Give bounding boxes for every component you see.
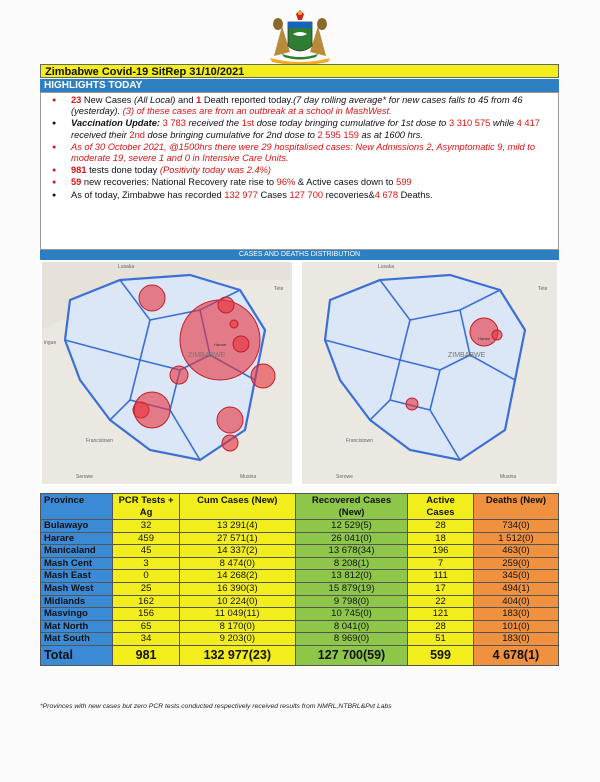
cell-province: Total [41,645,113,665]
cell-pcr: 459 [113,532,179,545]
highlights-heading: HIGHLIGHTS TODAY [40,79,559,92]
text: 2nd [129,129,145,140]
cell-deaths: 404(0) [473,595,558,608]
map-label: ingue [44,340,57,346]
tests-value: 981 [71,165,87,176]
bubble-harare-small [233,336,249,352]
highlight-vaccination [71,118,550,140]
cell-pcr: 162 [113,595,179,608]
cell-cum: 9 203(0) [179,633,295,646]
bubble-midlands [170,366,188,384]
cell-province: Bulawayo [41,520,113,533]
cell-province: Manicaland [41,545,113,558]
table-row [41,557,559,570]
bubble-matsouth [222,435,238,451]
bubble-bulawayo-deaths [406,398,418,410]
cell-cum: 27 571(1) [179,532,295,545]
hospitalised-text: As of 30 October 2021, @1500hrs there were 29 hospitalised cases: New Admissions 2, Asymptomatic 9, mild to moderate 19, severe 1 and 0 in Intensive Care Units. [71,141,535,164]
cell-active: 599 [408,645,474,665]
table-total-row [41,645,559,665]
text: Cases [257,189,290,200]
cell-cum: 13 291(4) [179,520,295,533]
cell-pcr: 981 [113,645,179,665]
cell-pcr: 32 [113,520,179,533]
bubble-mashwest [139,285,165,311]
cell-recovered: 8 041(0) [295,620,407,633]
map-label: ZIMBABWE [448,352,486,359]
highlight-hospitalised [71,142,550,164]
text: (All Local) [134,95,176,105]
cum-cases-value: 132 977 [224,189,258,200]
map-label: Lusaka [118,264,135,270]
cell-deaths: 463(0) [473,545,558,558]
table-row [41,532,559,545]
second-dose-cum: 2 595 159 [317,129,359,140]
map-label: Tete [274,286,284,292]
cell-province: Midlands [41,595,113,608]
map-label: Tete [538,286,548,292]
table-row [41,620,559,633]
header-pcr: PCR Tests + Ag [113,494,179,520]
cell-province: Mash East [41,570,113,583]
cell-deaths: 1 512(0) [473,532,558,545]
bubble-bulawayo [134,392,170,428]
bubble-mashwest-deaths [492,330,502,340]
map-label: Musina [500,474,517,480]
cell-province: Masvingo [41,608,113,621]
highlight-cumulative [71,190,550,201]
text: recoveries& [323,189,375,200]
cell-pcr: 0 [113,570,179,583]
cell-cum: 14 268(2) [179,570,295,583]
map-label: Francistown [346,438,373,444]
cell-deaths: 494(1) [473,582,558,595]
cell-cum: 10 224(0) [179,595,295,608]
cell-recovered: 15 879(19) [295,582,407,595]
cell-cum: 8 170(0) [179,620,295,633]
cell-active: 51 [408,633,474,646]
text: and [175,95,197,105]
text: (3) of these cases are from an outbreak at a school in MashWest. [120,106,392,117]
cell-active: 121 [408,608,474,621]
positivity-text: (Positivity today was 2.4%) [159,165,271,176]
text: Death reported today. [201,95,294,105]
distribution-maps [40,260,559,486]
cell-deaths: 259(0) [473,557,558,570]
map-label: ZIMBABWE [188,352,226,359]
coat-of-arms-emblem [252,8,348,64]
cell-cum: 14 337(2) [179,545,295,558]
text: as at 1600 hrs. [358,129,423,140]
cell-pcr: 45 [113,545,179,558]
highlight-recoveries [71,177,550,188]
cell-active: 111 [408,570,474,583]
deaths-value: 1 [196,95,202,105]
highlights-box [40,92,559,250]
table-row [41,608,559,621]
text: new recoveries: National Recovery rate rise to [81,177,277,188]
cell-recovered: 127 700(59) [295,645,407,665]
cell-active: 7 [408,557,474,570]
table-header-row [41,494,559,520]
cell-pcr: 65 [113,620,179,633]
map-label: Harare [478,336,491,341]
first-dose-cum: 3 310 575 [448,118,491,129]
header-province: Province [41,494,113,520]
cum-recovered-value: 127 700 [289,189,324,200]
table-row [41,595,559,608]
cell-recovered: 8 969(0) [295,633,407,646]
cell-active: 28 [408,520,474,533]
highlights-list [41,93,558,201]
map-heading: CASES AND DEATHS DISTRIBUTION [40,250,559,260]
bubble-small [230,320,238,328]
cell-province: Mat North [41,620,113,633]
bubble-manicaland [251,364,275,388]
cell-cum: 16 390(3) [179,582,295,595]
cell-recovered: 9 798(0) [295,595,407,608]
province-table [40,493,559,666]
highlight-tests [71,165,550,176]
cell-pcr: 34 [113,633,179,646]
footnote: *Provinces with new cases but zero PCR tests conducted respectively received results from NMRL,NTBRL&Pvt Labs [40,703,392,710]
cell-recovered: 10 745(0) [295,608,407,621]
cum-deaths-value: 4 678 [374,189,398,200]
cell-deaths: 734(0) [473,520,558,533]
cell-deaths: 4 678(1) [473,645,558,665]
cell-province: Harare [41,532,113,545]
map-label: Francistown [86,438,113,444]
table-row [41,520,559,533]
cell-pcr: 156 [113,608,179,621]
table-row [41,570,559,583]
table-row [41,582,559,595]
text: & Active cases down to [295,177,397,188]
table-row [41,633,559,646]
text: Deaths. [398,189,433,200]
cell-cum: 11 049(11) [179,608,295,621]
text: while [490,118,517,129]
text: As of today, Zimbabwe has recorded [71,189,225,200]
highlight-new-cases [71,95,550,117]
cell-cum: 8 474(0) [179,557,295,570]
header-recovered: Recovered Cases (New) [295,494,407,520]
text: New Cases [81,95,135,105]
map-label: Lusaka [378,264,395,270]
cell-active: 22 [408,595,474,608]
map-label: Harare [214,342,227,347]
map-label: Serowe [336,474,353,480]
cell-province: Mash West [41,582,113,595]
cell-recovered: 12 529(5) [295,520,407,533]
cell-province: Mash Cent [41,557,113,570]
text: dose today bringing cumulative for 1st dose to [254,118,449,129]
cell-deaths: 183(0) [473,608,558,621]
text: received the [185,118,242,129]
cell-active: 196 [408,545,474,558]
cell-recovered: 13 678(34) [295,545,407,558]
bubble-mashcent [218,297,234,313]
bubble-masvingo [217,407,243,433]
second-dose-today: 4 417 [516,118,540,129]
header-deaths: Deaths (New) [473,494,558,520]
map-label: Musina [240,474,257,480]
text: tests done today [86,165,160,176]
text: received their [71,129,130,140]
active-value: 599 [396,177,412,188]
cases-map [42,262,292,484]
cell-recovered: 13 812(0) [295,570,407,583]
header-active: Active Cases [408,494,474,520]
cell-pcr: 3 [113,557,179,570]
recoveries-value: 59 [71,177,82,188]
first-dose-today: 3 783 [162,118,186,129]
text: Vaccination Update: [71,118,163,129]
cell-deaths: 183(0) [473,633,558,646]
cell-active: 18 [408,532,474,545]
new-cases-value: 23 [71,95,82,105]
cell-recovered: 26 041(0) [295,532,407,545]
deaths-map [302,262,557,484]
cell-deaths: 345(0) [473,570,558,583]
recovery-rate: 96% [276,177,296,188]
cell-active: 17 [408,582,474,595]
header-cum: Cum Cases (New) [179,494,295,520]
text: 1st [241,118,255,129]
cell-cum: 132 977(23) [179,645,295,665]
cell-pcr: 25 [113,582,179,595]
text: dose bringing cumulative for 2nd dose to [144,129,318,140]
map-label: Serowe [76,474,93,480]
sitrep-title: Zimbabwe Covid-19 SitRep 31/10/2021 [40,64,559,78]
text: (7 day rolling average* for new cases falls to 45 from 46 (yesterday). [71,95,523,117]
cell-recovered: 8 208(1) [295,557,407,570]
cell-province: Mat South [41,633,113,646]
cell-active: 28 [408,620,474,633]
cell-deaths: 101(0) [473,620,558,633]
table-row [41,545,559,558]
